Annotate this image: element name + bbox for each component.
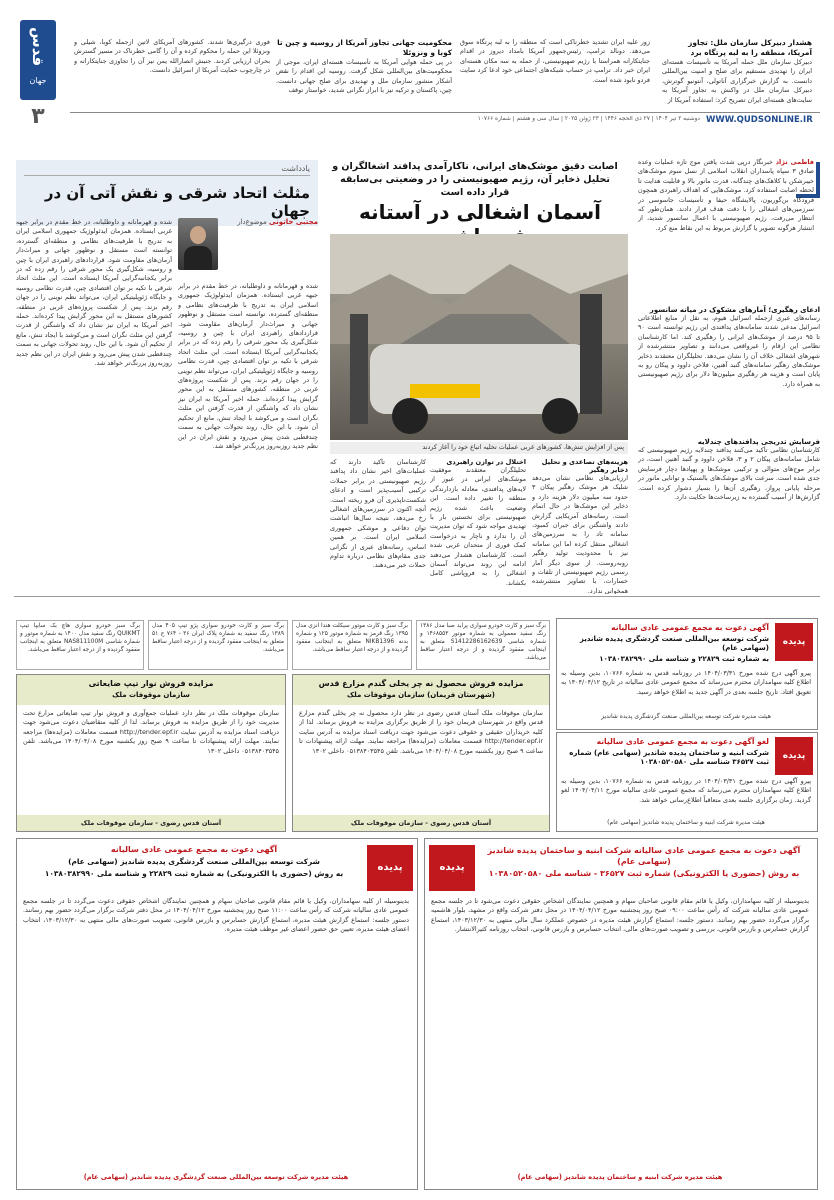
ad-footer: آستان قدس رضوی - سازمان موقوفات ملک xyxy=(17,815,285,831)
ad-invitation xyxy=(424,838,818,1190)
masthead-rule xyxy=(70,112,820,113)
author-photo xyxy=(178,218,218,270)
ad-body: سازمان موقوفات ملک در نظر دارد عملیات جمع‌آوری و فروش نوار تیپ ضایعاتی مزارع تحت مدیریت خود را از طریق مزایده به فروش برساند. لذا از کلیه متقاضیان دعوت می‌شود جهت دریافت اسناد مزایده به آدرس سایت http://tender.epf.ir قسمت معاملات (مزایده‌ها) مراجعه نمایند. مهلت ارائه پیشنهادات تا ساعت ۹ صبح روز یکشنبه مورخ ۱۴۰۴/۰۴/۰۸ می‌باشد. تلفن ۰۵۱۳۸۴۰۳۵۴۵ داخلی ۱۳۰۲ xyxy=(23,709,279,755)
classified-text: برگ سبز و کارت خودرو سواری پژو تیپ ۴۰۵ مدل ۱۳۸۹ رنگ سفید به شماره پلاک ایران ۳۶ - ۷۶۴ ج ۵۱ متعلق به اینجانب مفقود گردیده و از درجه اعتبار ساقط می‌باشد. xyxy=(152,623,284,653)
sub-body: تحلیلگران معتقدند موفقیت موشک‌های ایرانی در عبور از لایه‌های پدافندی، معادله بازدارندگی منطقه را تغییر داده است. این وضعیت باعث شده رژیم صهیونیستی برای نخستین بار با تهدیدی مواجه شود که توان مدیریت آن را ندارد و ناچار به درخواست کمک فوری از متحدان غربی شده است. کارشناسان هشدار می‌دهند ادامه این روند می‌تواند آسمان اشغالی را به فروپاشی کامل بکشاند. xyxy=(430,466,526,586)
ad-title: لغو آگهی دعوت به مجمع عمومی عادی سالیانه xyxy=(596,737,769,746)
padideh-logo: پدیده xyxy=(429,845,475,891)
ad-company: سازمان موقوفات ملک xyxy=(112,691,190,699)
ad-auction xyxy=(16,674,286,832)
ad-title: مزایده فروش محصول نه چر یخلی گندم مزارع قدس xyxy=(318,679,524,688)
top-news-body: فوری درگیری‌ها شدند. کشورهای آمریکای لاتین ازجمله کوبا، شیلی و ونزوئلا این حمله را محکوم کرده و آن را گامی خطرناک در مسیر گسترش بحران ارزیابی کردند. جنبش انصارالله یمن نیز آن را تجاوزی جنایتکارانه و در چارچوب حمایت آمریکا از اسرائیل دانست. xyxy=(74,38,270,75)
lead-text-col xyxy=(638,158,820,590)
ad-footer: آستان قدس رضوی - سازمان موقوفات ملک xyxy=(293,815,549,831)
top-news-title: محکومیت جهانی تجاوز آمریکا از روسیه و چین تا کوبا و ونزوئلا xyxy=(277,38,452,57)
logo: قدس xyxy=(29,26,47,66)
ad-title: مزایده فروش نوار تیپ ضایعاتی xyxy=(88,679,214,688)
ad-reg: به شماره ثبت ۲۲۸۲۹ و شناسه ملی ۱۰۳۸۰۳۸۲۹۹۰ xyxy=(599,655,769,663)
note-author-block xyxy=(178,218,318,278)
lead-photo xyxy=(330,234,628,440)
ad-footer: هیئت مدیره شرکت ابنیه و ساختمان پدیده شاندیز (سهامی عام) xyxy=(607,819,765,826)
sub-heading: اختلال در توازن راهبردی xyxy=(446,458,526,466)
lead-section-heading: ادعای رهگیری؛ آمارهای مشکوک در میانه سانسور xyxy=(649,306,820,314)
ad-footer: هیئت مدیره شرکت توسعه بین‌المللی صنعت گردشگری پدیده شاندیز xyxy=(601,713,771,720)
lead-photo-caption: پس از افزایش تنش‌ها، کشورهای غربی عملیات تخلیه اتباع خود را آغاز کردند xyxy=(330,442,628,454)
ad-body: بدینوسیله از کلیه سهامداران، وکیل یا قائم مقام قانونی صاحبان سهام و همچنین نمایندگان اشخاص حقوقی دعوت می‌گردد تا در جلسه مجمع عمومی عادی سالیانه شرکت که رأس ساعت ۱۱:۰۰ صبح روز پنجشنبه مورخ ۱۴۰۴/۰۴/۱۲ در محل دفتر شرکت برگزار می‌گردد حضور بهم رسانند. دستور جلسه: استماع گزارش هیئت مدیره، استماع گزارش حسابرس و بازرس قانونی، تصویب صورت‌های مالی منتهی به ۱۴۰۳/۱۲/۳۰، انتخاب اعضای هیئت مدیره، تعیین حق حضور اعضای غیر موظف هیئت مدیره. xyxy=(23,897,409,934)
lead-intro-text: درپی شدت یافتن موج تازه عملیات وعده صادق ۳ سپاه پاسداران انقلاب اسلامی از نسل سوم موشک‌های خیبرشکن با کلاهک‌های چندگانه، قدرت مانور بالا و قابلیت هدایت تا لحظه اصابت استفاده کرد. موشک‌هایی که اهداف راهبردی همچون فرودگاه بن‌گوریون، پالایشگاه حیفا و تأسیسات جاسوسی در سرزمین‌های اشغالی را با دقت هدف قرار دادند. همان‌طور که انتظار می‌رفت، رژیم صهیونیستی با اعمال سانسور شدید، از انتشار هرگونه تصویر یا گزارش مربوط به این نقاط منع کرد. xyxy=(638,158,814,232)
ad-reg: به روش (حضوری یا الکترونیکی) به شماره ثبت ۲۲۸۲۹ و شناسه ملی ۱۰۳۸۰۳۸۲۹۹۰ xyxy=(44,869,344,878)
note-body-col-2: شده و قهرمانانه و داوطلبانه، در خط مقدم در برابر جبهه غربی ایستاده. همزمان ایدئولوژیک جمهوری اسلامی ایران به تدریج با ظرفیت‌های نظامی و منطقه‌ای گسترده، توانسته است مستقل و نوظهور جهانی و میراث‌دار آرمان‌های مقاومت شود. قراردادهای راهبردی ایران با چین و روسیه، شکل‌گیری یک محور شرقی را رقم زده که در برابر یکجانبه‌گرایی آمریکا ایستاده است. این مثلث اتحاد شرقی با تکیه بر توان اقتصادی چین، قدرت نظامی روسیه و جایگاه ژئوپلیتیکی ایران، می‌تواند نظم نوینی را در جهان رقم بزند. پس از شکست پروژه‌های غربی در منطقه، کشورهای مستقل به این محور گرایش پیدا کرده‌اند. حمله اخیر آمریکا به ایران نیز نشان داد که واشنگتن از قدرت گرفتن این مثلث نگران است و می‌کوشد با ایجاد تنش، مانع از تحکیم آن شود. با این حال، روند تحولات جهانی به سمت چندقطبی شدن پیش می‌رود و نقش ایران در این نظم جدید روزبه‌روز پررنگ‌تر خواهد شد. xyxy=(178,282,318,450)
lead-kicker: اصابت دقیق موشک‌های ایرانی، ناکارآمدی پدافند اشغالگران و تحلیل ذخایر آن، رژیم صهیونیستی را در وضعیتی بی‌سابقه قرار داده است xyxy=(332,161,618,198)
ad-company: به روش (حضوری یا الکترونیکی) شماره ثبت ۳۶۵۲۷ - شناسه ملی ۱۰۳۸۰۵۲۰۵۸۰ xyxy=(488,869,800,878)
lead-title: آسمان اشغالی در آستانه xyxy=(358,200,602,224)
ad-company: (شهرستان فریمان) سازمان موقوفات ملک xyxy=(347,691,495,699)
lead-section-body: رسانه‌های عبری ازجمله اسرائیل هیوم، به نقل از منابع اطلاعاتی اسرائیل مدعی شدند سامانه‌های پدافندی این رژیم توانسته است ۹۰ تا ۹۵ درصد از موشک‌های ایرانی را رهگیری کند. اما کارشناسان نظامی این ارقام را غیرواقعی می‌دانند و تصاویر منتشرشده از شهرهای اشغالی خلاف آن را نشان می‌دهد. تحلیلگران معتقدند ذخایر موشک‌های رهگیر سامانه‌های گنبد آهنین، فلاخن داوود و پیکان رو به پایان است و هزینه هر رهگیری میلیون‌ها دلار برای رژیم صهیونیستی به همراه دارد. xyxy=(638,314,820,388)
padideh-logo: پدیده xyxy=(775,737,813,775)
ad-body: پیرو آگهی درج شده مورخ ۱۴۰۴/۰۳/۳۱ در روزنامه قدس به شماره ۱۰۷۶۶، بدین وسیله به اطلاع کلیه سهامداران محترم می‌رساند که مجمع عمومی عادی سالیانه در تاریخ ۱۴۰۴/۰۴/۱۲ به تعویق افتاد. تاریخ جلسه بعدی در آگهی جدید به اطلاع خواهد رسید. xyxy=(561,669,811,696)
ad-company: شرکت توسعه بین‌المللی صنعت گردشگری پدیده شاندیز (سهامی عام) xyxy=(68,857,320,866)
author-role: موضوع‌دار xyxy=(237,218,267,226)
top-news-1 xyxy=(662,38,812,106)
top-news-3 xyxy=(276,38,452,106)
classified-text: برگ سبز و کارت موتور سیکلت هندا انزی مدل ۱۳۹۵ رنگ قرمز به شماره موتور ۱۲۵ و شماره بدنه NIKB1396 متعلق به اینجانب مفقود گردیده و از درجه اعتبار ساقط می‌باشد. xyxy=(296,623,408,653)
website-link[interactable]: WWW.QUDSONLINE.IR xyxy=(706,115,813,125)
lead-sub-col-3 xyxy=(330,458,426,590)
page-number: ۳ xyxy=(31,104,45,129)
top-news-body: زور علیه ایران تشدید خطرناکی است که منطقه را به لبه پرتگاه سوق می‌دهد. دونالد ترامپ، رئیس‌جمهور آمریکا بامداد دیروز در اقدام جنایتکارانه همراستا با رژیم صهیونیستی، از حمله به سه مکان هسته‌ای ایران خبر داد. ترامپ در حساب شبکه‌های اجتماعی خود ادعا کرد سایت فردو نابود شده است. xyxy=(460,38,650,84)
classified-text: برگ سبز و کارت خودرو سواری پراید صبا مدل ۱۳۸۶ رنگ سفید معمولی به شماره موتور ۱۴۶۸۵۵۳ و شماره شاسی S1412286162639 متعلق به اینجانب مفقود گردیده و از درجه اعتبار ساقط می‌باشد. xyxy=(420,623,547,661)
masthead xyxy=(0,0,834,129)
padideh-logo: پدیده xyxy=(367,845,413,891)
ad-invitation xyxy=(16,838,418,1190)
ad-notice xyxy=(556,618,818,730)
ad-company: شرکت ابنیه و ساختمان پدیده شاندیز (سهامی عام) شماره ثبت ۳۶۵۲۷ شناسه ملی ۱۰۳۸۰۵۲۰۵۸۰ xyxy=(569,749,769,766)
author-name: مجتبی خاتونی xyxy=(268,218,318,226)
ad-footer: هیئت مدیره شرکت ابنیه و ساختمان پدیده شاندیز (سهامی عام) xyxy=(517,1173,723,1181)
note-header xyxy=(16,160,318,226)
lead-sub-col-1 xyxy=(532,458,628,594)
note-title: مثلث اتحاد شرقی و نقش آتی آن در جهان xyxy=(44,184,310,220)
top-news-title: هشدار دبیرکل سازمان ملل: تجاوز آمریکا، منطقه را به لبه پرتگاه برد xyxy=(688,38,812,57)
lead-article xyxy=(326,158,820,594)
ad-footer: هیئت مدیره شرکت توسعه بین‌المللی صنعت گردشگری پدیده شاندیز (سهامی عام) xyxy=(83,1173,349,1181)
ads-divider xyxy=(14,596,820,597)
ad-title: آگهی دعوت به مجمع عمومی عادی سالیانه xyxy=(110,845,278,854)
ad-company: شرکت توسعه بین‌المللی صنعت گردشگری پدیده شاندیز (سهامی عام) xyxy=(579,635,769,652)
ads-area xyxy=(0,596,834,1200)
classified-ad xyxy=(16,620,144,670)
padideh-logo: پدیده xyxy=(775,623,813,661)
lead-author: فاطمی نژاد xyxy=(775,158,814,166)
top-news-body: دبیرکل سازمان ملل حمله آمریکا به تأسیسات هسته‌ای ایران را تهدیدی مستقیم برای صلح و امنیت بین‌المللی دانست. به گزارش خبرگزاری آناتولی، آنتونیو گوترش، دبیرکل سازمان ملل در واکنش به تجاوز آمریکا به سایت‌های هسته‌ای ایران تصریح کرد: استفاده آمریکا از xyxy=(662,58,812,104)
top-news-body: در پی حمله هوایی آمریکا به تأسیسات هسته‌ای ایران، موجی از محکومیت‌های بین‌المللی شکل گرفت. روسیه این اقدام را نقض آشکار منشور سازمان ملل و تهدیدی برای صلح جهانی دانست. چین، پاکستان و ترکیه نیز با ابراز نگرانی شدید، خواستار توقف xyxy=(276,58,452,95)
classified-ad xyxy=(148,620,288,670)
ad-body: بدینوسیله از کلیه سهامداران، وکیل یا قائم مقام قانونی صاحبان سهام و همچنین نمایندگان اشخاص حقوقی دعوت می‌شود تا در جلسه مجمع عمومی عادی سالیانه شرکت که رأس ساعت ۰۹:۰۰ صبح روز پنجشنبه مورخ ۱۴۰۴/۰۴/۱۲ در محل دفتر شرکت واقع در مشهد، بلوار هاشمیه برگزار می‌گردد حضور بهم رسانند. دستور جلسه: استماع گزارش هیئت مدیره در خصوص عملکرد سال مالی منتهی به ۱۴۰۳/۱۲/۳۰، استماع گزارش حسابرس و بازرس قانونی، بررسی و تصویب صورت‌های مالی، انتخاب حسابرس و بازرس قانونی، انتخاب روزنامه کثیرالانتشار. xyxy=(431,897,809,934)
lead-intro xyxy=(638,158,820,304)
section-label: جهان xyxy=(29,76,47,85)
lead-author-role: خبرنگار xyxy=(753,158,773,166)
sub-heading: هزینه‌های تصاعدی و تحلیل ذخایر رهگیر xyxy=(541,458,628,474)
lead-section-heading: فرسایش تدریجی پدافندهای چندلایه xyxy=(697,438,820,446)
classified-text: برگ سبز خودرو سواری هاچ بک سایپا تیپ QUIKMT رنگ سفید مدل ۱۴۰۰ به شماره موتور و شماره شاسی NAS811100M متعلق به اینجانب مفقود گردیده و از درجه اعتبار ساقط می‌باشد. xyxy=(20,623,140,653)
lead-section-body: کارشناسان نظامی تأکید می‌کنند پدافند چندلایه رژیم صهیونیستی که شامل سامانه‌های پیکان ۲ و ۳، فلاخن داوود و گنبد آهنین است، در برابر موج‌های متوالی و ترکیبی موشک‌ها و پهپادها دچار فرسایش جدی شده است. سرعت بالای موشک‌های بالستیک و توانایی مانور در مرحله پایانی پرواز، رهگیری آن‌ها را بسیار دشوار کرده است. گزارش‌ها از آسیب گسترده به زیرساخت‌ها حکایت دارد. xyxy=(638,446,820,502)
top-news-4 xyxy=(74,38,270,98)
ad-notice xyxy=(556,732,818,832)
ad-auction xyxy=(292,674,550,832)
note-body-col-1: شده و قهرمانانه و داوطلبانه، در خط مقدم در برابر جبهه غربی ایستاده. همزمان ایدئولوژیک جمهوری اسلامی ایران به تدریج با ظرفیت‌های نظامی و منطقه‌ای گسترده، توانسته است مستقل و نوظهور جهانی و میراث‌دار آرمان‌های مقاومت شود. قراردادهای راهبردی ایران با چین و روسیه، شکل‌گیری یک محور شرقی را رقم زده که در برابر یکجانبه‌گرایی آمریکا ایستاده است. این مثلث اتحاد شرقی با تکیه بر توان اقتصادی چین، قدرت نظامی روسیه و جایگاه ژئوپلیتیکی ایران، می‌تواند نظم نوینی را در جهان رقم بزند. پس از شکست پروژه‌های غربی در منطقه، کشورهای مستقل به این محور گرایش پیدا کرده‌اند. حمله اخیر آمریکا به ایران نیز نشان داد که واشنگتن از قدرت گرفتن این مثلث نگران است و می‌کوشد با ایجاد تنش، مانع از تحکیم آن شود. با این حال، روند تحولات جهانی به سمت چندقطبی شدن پیش می‌رود و نقش ایران در این نظم جدید روزبه‌روز پررنگ‌تر خواهد شد. xyxy=(16,218,172,368)
logo-block xyxy=(20,20,56,100)
ad-body: سازمان موقوفات ملک آستان قدس رضوی در نظر دارد محصول نه چر یخلی گندم مزارع قدس واقع در شهرستان فریمان خود را از طریق برگزاری مزایده به فروش برساند. لذا از کلیه خریداران حقیقی و حقوقی دعوت می‌شود جهت دریافت اسناد مزایده به آدرس سایت http://tender.epf.ir قسمت معاملات (مزایده‌ها) مراجعه نمایند. مهلت ارائه پیشنهادات تا ساعت ۹ صبح روز یکشنبه مورخ ۱۴۰۴/۰۴/۰۸ می‌باشد. تلفن ۰۵۱۳۸۴۰۳۵۴۵ داخلی ۱۳۰۲ xyxy=(299,709,543,755)
classified-ad xyxy=(416,620,550,670)
note-column xyxy=(16,160,318,590)
ad-title: آگهی دعوت به مجمع عمومی عادی سالیانه xyxy=(611,623,769,632)
damaged-car-photo xyxy=(330,234,628,440)
lead-sub-col-2 xyxy=(430,458,526,590)
top-news-2 xyxy=(460,38,650,98)
note-label: یادداشت xyxy=(24,164,310,176)
ad-title: آگهی دعوت به مجمع عمومی عادی سالیانه شرکت ابنیه و ساختمان پدیده شاندیز (سهامی عام) xyxy=(487,846,801,866)
date-line: دوشنبه ۲ تیر ۱۴۰۴ | ۲۷ ذی الحجه ۱۴۴۶ | ۲۳ ژوئن ۲۰۲۵ | سال سی و هشتم | شماره ۱۰۷۶۶ xyxy=(477,116,700,122)
sub-body: ارزیابی‌های نظامی نشان می‌دهد شلیک هر موشک رهگیر پیکان ۳ حدود سه میلیون دلار هزینه دارد و ذخایر این موشک‌ها در حال اتمام است. رسانه‌های آمریکایی گزارش دادند واشنگتن برای جبران کمبود، سامانه تاد را به سرزمین‌های اشغالی منتقل کرده اما این سامانه نیز با محدودیت تولید رهگیر روبه‌روست. از سوی دیگر آمار رسمی رژیم صهیونیستی از تلفات و خسارات، با تصاویر منتشرشده همخوانی ندارد. xyxy=(532,474,628,594)
ad-body: پیرو آگهی درج شده مورخ ۱۴۰۴/۰۳/۳۱ در روزنامه قدس به شماره ۱۰۷۶۶، بدین وسیله به اطلاع کلیه سهامداران محترم می‌رساند که مجمع عمومی عادی سالیانه مورخ ۱۴۰۴/۰۴/۱۱ لغو گردید. زمان برگزاری جلسه بعدی متعاقباً اطلاع‌رسانی خواهد شد. xyxy=(561,777,811,804)
sub-body: کارشناسان تأکید دارند که عملیات‌های اخیر نشان داد پدافند رژیم صهیونیستی در برابر حملات ترکیبی آسیب‌پذیر است و ادعای شکست‌ناپذیری آن فرو ریخته است. آنچه اکنون در سرزمین‌های اشغالی رخ می‌دهد، نتیجه سال‌ها انباشت توان دفاعی و موشکی جمهوری اسلامی ایران است. بر همین اساس، رسانه‌های عبری از نگرانی جدی مقام‌های نظامی درباره تداوم حملات خبر می‌دهند. xyxy=(330,458,426,570)
note-author xyxy=(222,218,318,226)
classified-ad xyxy=(292,620,412,670)
